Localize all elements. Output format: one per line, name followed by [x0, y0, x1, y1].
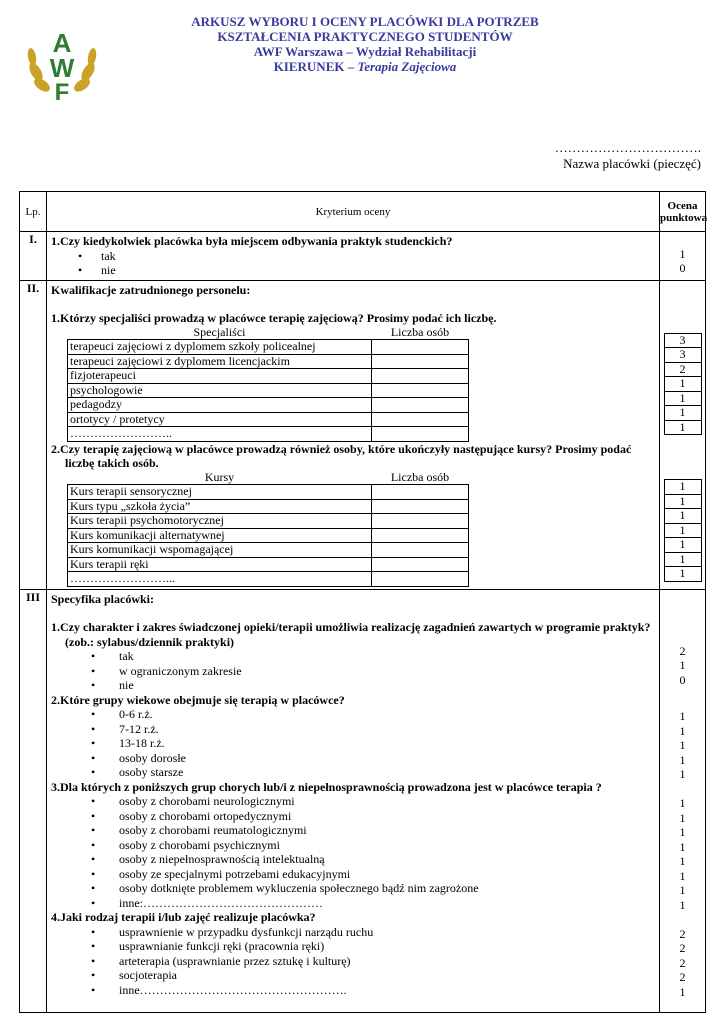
- score: 1: [664, 494, 701, 509]
- section-3-row: [20, 589, 706, 1012]
- evaluation-table: [19, 191, 706, 1013]
- table-row: [68, 398, 469, 413]
- count-header: Liczba osób: [372, 326, 469, 340]
- score: 1: [664, 538, 701, 553]
- course-name: Kurs komunikacji wspomagającej: [68, 543, 372, 558]
- option-item: • nie: [51, 263, 655, 278]
- section-3-q3-options: [51, 794, 655, 910]
- section-3-q4: 4.Jaki rodzaj terapii i/lub zajęć realizuje placówka?: [51, 910, 316, 924]
- section-1-scores: [660, 232, 706, 281]
- score: 3: [664, 333, 701, 348]
- option-item: • osoby z niepełnosprawnością intelektualną: [51, 852, 655, 867]
- facility-stamp-area: [555, 140, 701, 172]
- score: 1: [679, 767, 686, 781]
- score: 1: [664, 509, 701, 524]
- score: 0: [679, 672, 686, 687]
- svg-text:W: W: [49, 53, 75, 83]
- table-row: [68, 340, 469, 355]
- specialist-name: ……………………..: [68, 427, 372, 442]
- specialist-name: terapeuci zajęciowi z dyplomem szkoły policealnej: [68, 340, 372, 355]
- section-2-content: [47, 280, 660, 589]
- table-row: [68, 485, 469, 500]
- score: 1: [679, 854, 686, 868]
- score: 2: [679, 970, 686, 984]
- score: 1: [664, 377, 701, 392]
- option-item: • osoby z chorobami neurologicznymi: [51, 794, 655, 809]
- section-3-content: [47, 589, 660, 1012]
- score: 1: [679, 723, 686, 738]
- section-3-q4-options: [51, 925, 655, 998]
- table-row: [68, 383, 469, 398]
- section-3-q2-options: [51, 707, 655, 780]
- section-1-content: [47, 232, 660, 281]
- svg-text:A: A: [52, 28, 72, 58]
- section-3-q1-options: [51, 649, 655, 693]
- option-item: • inne:………………………………………: [51, 896, 655, 911]
- option-item: • nie: [51, 678, 655, 693]
- score: 1: [679, 825, 686, 839]
- specialist-name: ortotycy / protetycy: [68, 412, 372, 427]
- score: 1: [679, 752, 686, 767]
- count-input[interactable]: [372, 412, 469, 427]
- score: 1: [679, 883, 686, 897]
- course-name: ……………………...: [68, 572, 372, 587]
- option-item: • osoby dorosłe: [51, 751, 655, 766]
- table-row: [68, 528, 469, 543]
- section-2-number: II.: [20, 280, 47, 589]
- specialist-name: fizjoterapeuci: [68, 369, 372, 384]
- score: 2: [679, 955, 686, 970]
- option-item: • usprawnianie funkcji ręki (pracownia ręki): [51, 939, 655, 954]
- option-item: • 0-6 r.ż.: [51, 707, 655, 722]
- score: 2: [679, 643, 686, 658]
- svg-text:F: F: [54, 79, 70, 102]
- specialist-name: pedagodzy: [68, 398, 372, 413]
- count-input[interactable]: [372, 499, 469, 514]
- course-name: Kurs terapii psychomotorycznej: [68, 514, 372, 529]
- course-name: Kurs typu „szkoła życia”: [68, 499, 372, 514]
- col-score: [660, 192, 706, 232]
- option-item: • usprawnienie w przypadku dysfunkcji narządu ruchu: [51, 925, 655, 940]
- score: 1: [679, 709, 686, 723]
- count-input[interactable]: [372, 485, 469, 500]
- section-3-q3: 3.Dla których z poniższych grup chorych lub/i z niepełnosprawnością prowadzona jest w placówce terapia ?: [51, 779, 602, 794]
- option-item: • tak: [51, 649, 655, 664]
- count-input[interactable]: [372, 369, 469, 384]
- option-item: • socjoterapia: [51, 968, 655, 983]
- table-header-row: [20, 192, 706, 232]
- score: 1: [664, 391, 701, 406]
- section-3-number: III: [20, 589, 47, 1012]
- section-2-title: Kwalifikacje zatrudnionego personelu:: [51, 282, 251, 297]
- count-input[interactable]: [372, 354, 469, 369]
- section-1-number: I.: [20, 232, 47, 281]
- specialist-scores: [664, 333, 702, 436]
- courses-header: Kursy: [68, 471, 372, 485]
- option-item: • 7-12 r.ż.: [51, 722, 655, 737]
- header-line-1: ARKUSZ WYBORU I OCENY PLACÓWKI DLA POTRZEB: [191, 14, 539, 29]
- score: 1: [664, 480, 701, 495]
- score: 1: [679, 868, 686, 883]
- header-line-4: [150, 59, 580, 74]
- course-scores: [664, 479, 702, 582]
- option-item: • inne…………………………………………….: [51, 983, 655, 998]
- score: 0: [679, 261, 686, 275]
- score: 1: [679, 839, 686, 854]
- section-2-q1: 1.Którzy specjaliści prowadzą w placówce terapię zajęciową? Prosimy podać ich liczbę.: [51, 311, 497, 325]
- header-line-3: AWF Warszawa – Wydział Rehabilitacji: [253, 44, 477, 59]
- option-item: • osoby dotknięte problemem wykluczenia społecznego bądź nim zagrożone: [51, 881, 655, 896]
- option-item: • w ograniczonym zakresie: [51, 664, 655, 679]
- score: 1: [679, 984, 686, 999]
- score: 1: [679, 810, 686, 825]
- section-3-scores: [660, 589, 706, 1012]
- count-input[interactable]: [372, 528, 469, 543]
- score: 1: [664, 406, 701, 421]
- score: 1: [679, 738, 686, 752]
- option-item: • osoby z chorobami reumatologicznymi: [51, 823, 655, 838]
- score: 1: [679, 658, 686, 672]
- count-input[interactable]: [372, 557, 469, 572]
- count-input[interactable]: [372, 543, 469, 558]
- awf-logo: [22, 22, 102, 102]
- count-input[interactable]: [372, 340, 469, 355]
- option-item: • osoby starsze: [51, 765, 655, 780]
- table-row: [68, 499, 469, 514]
- table-row: [68, 369, 469, 384]
- stamp-label: Nazwa placówki (pieczęć): [563, 156, 701, 171]
- section-1-options: [51, 249, 655, 278]
- score: 1: [679, 897, 686, 912]
- col-score-line2: punktowa: [660, 211, 708, 224]
- col-lp: Lp.: [20, 192, 47, 232]
- section-2-row: [20, 280, 706, 589]
- score: 2: [664, 362, 701, 377]
- section-2-q2: 2.Czy terapię zajęciową w placówce prowadzą również osoby, które ukończyły następujące kursy? Prosimy podać liczbę takich osób.: [51, 441, 632, 470]
- table-row: [68, 427, 469, 442]
- score: 3: [664, 348, 701, 363]
- col-score-line1: Ocena: [667, 199, 698, 212]
- count-input[interactable]: [372, 427, 469, 442]
- score: 1: [679, 796, 686, 810]
- count-input[interactable]: [372, 398, 469, 413]
- stamp-dots: …………………………….: [554, 140, 701, 155]
- score: 1: [664, 420, 701, 435]
- score: 1: [664, 567, 701, 582]
- col-criterion: Kryterium oceny: [47, 192, 660, 232]
- score: 1: [664, 523, 701, 538]
- option-item: • osoby z chorobami ortopedycznymi: [51, 809, 655, 824]
- option-item: • osoby z chorobami psychicznymi: [51, 838, 655, 853]
- count-header: Liczba osób: [372, 471, 469, 485]
- course-name: Kurs terapii sensorycznej: [68, 485, 372, 500]
- option-item: • osoby ze specjalnymi potrzebami edukacyjnymi: [51, 867, 655, 882]
- score: 2: [679, 926, 686, 941]
- score: 1: [664, 552, 701, 567]
- score: 2: [679, 941, 686, 955]
- option-item: • arteterapia (usprawnianie przez sztukę i kulturę): [51, 954, 655, 969]
- specialists-header: Specjaliści: [68, 326, 372, 340]
- course-name: Kurs terapii ręki: [68, 557, 372, 572]
- section-3-q1: 1.Czy charakter i zakres świadczonej opieki/terapii umożliwia realizację zagadnień zawartych w programie praktyk? (zob.: sylabus/dziennik praktyki): [51, 620, 651, 649]
- table-row: [68, 354, 469, 369]
- section-1-question: 1.Czy kiedykolwiek placówka była miejscem odbywania praktyk studenckich?: [51, 234, 453, 248]
- section-3-q2: 2.Które grupy wiekowe obejmuje się terapią w placówce?: [51, 692, 345, 707]
- table-row: [68, 412, 469, 427]
- count-input[interactable]: [372, 383, 469, 398]
- document-header: [150, 14, 580, 74]
- courses-table: [67, 471, 469, 587]
- score: 1: [679, 246, 686, 261]
- section-1-row: [20, 232, 706, 281]
- header-line-4-italic: Terapia Zajęciowa: [357, 59, 457, 74]
- count-input[interactable]: [372, 514, 469, 529]
- section-2-scores: [660, 280, 706, 589]
- specialists-table: [67, 326, 469, 442]
- specialist-name: psychologowie: [68, 383, 372, 398]
- table-row: [68, 543, 469, 558]
- count-input[interactable]: [372, 572, 469, 587]
- option-item: • tak: [51, 249, 655, 264]
- header-line-2: KSZTAŁCENIA PRAKTYCZNEGO STUDENTÓW: [217, 29, 513, 44]
- header-line-4-prefix: KIERUNEK –: [273, 59, 358, 74]
- table-row: [68, 572, 469, 587]
- table-row: [68, 514, 469, 529]
- specialist-name: terapeuci zajęciowi z dyplomem licencjackim: [68, 354, 372, 369]
- course-name: Kurs komunikacji alternatywnej: [68, 528, 372, 543]
- section-3-title: Specyfika placówki:: [51, 591, 155, 606]
- table-row: [68, 557, 469, 572]
- option-item: • 13-18 r.ż.: [51, 736, 655, 751]
